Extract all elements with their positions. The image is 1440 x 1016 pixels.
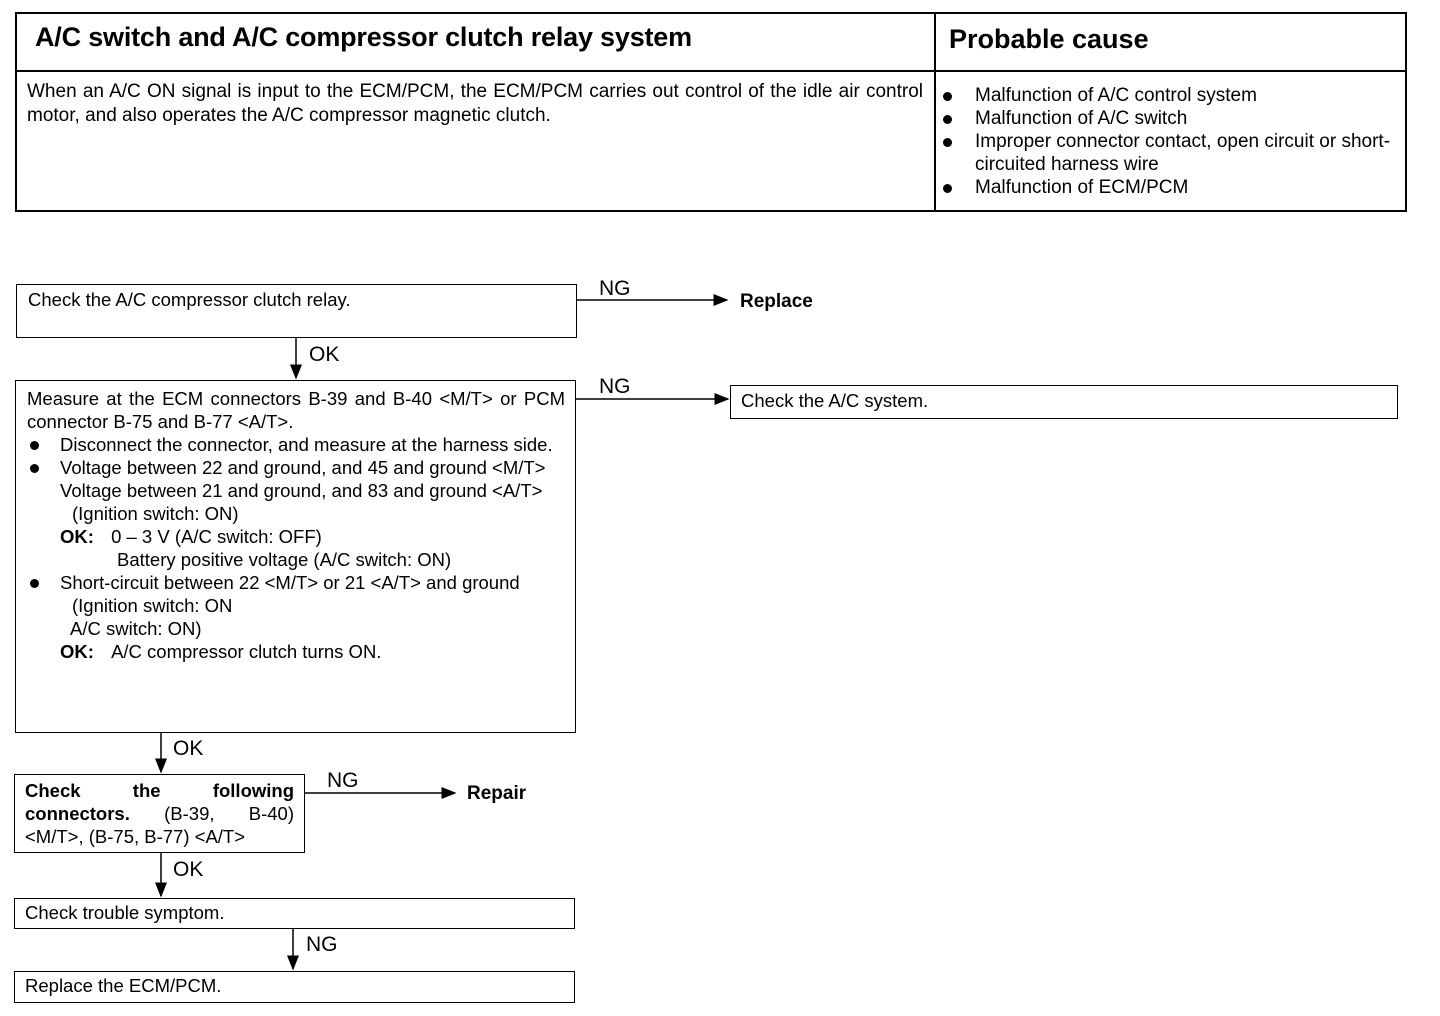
step4-ng-label: NG	[306, 933, 338, 956]
step3-box: Check the following connectors. (B-39, B-40) <M/T>, (B-75, B-77) <A/T>	[14, 774, 305, 853]
list-item: Short-circuit between 22 <M/T> or 21 <A/T> and ground (Ignition switch: ON A/C switch: ON) OK: A/C compressor clutch turns ON.	[27, 571, 565, 663]
bullet-icon	[30, 464, 39, 473]
step3-ng-label: NG	[327, 769, 359, 792]
list-item: Disconnect the connector, and measure at the harness side.	[27, 433, 565, 456]
list-item: Malfunction of A/C switch	[939, 107, 1399, 130]
step2-ng-label: NG	[599, 375, 631, 398]
list-item: Malfunction of ECM/PCM	[939, 176, 1399, 199]
step4-box: Check trouble symptom.	[14, 898, 575, 929]
step5-box: Replace the ECM/PCM.	[14, 971, 575, 1003]
repair-action: Repair	[467, 783, 527, 804]
step2-ok-label: OK	[173, 737, 204, 760]
page-title: A/C switch and A/C compressor clutch relay system	[35, 22, 692, 52]
system-description: When an A/C ON signal is input to the ECM/PCM, the ECM/PCM carries out control of the idle air control motor, and also operates the A/C compressor magnetic clutch.	[27, 81, 923, 126]
list-item: Improper connector contact, open circuit or short-circuited harness wire	[939, 130, 1399, 176]
bullet-icon	[30, 579, 39, 588]
bullet-icon	[30, 441, 39, 450]
check-ac-system-box: Check the A/C system.	[730, 385, 1398, 419]
list-item: Voltage between 22 and ground, and 45 and ground <M/T> Voltage between 21 and ground, and 83 and ground <A/T> (Ignition switch: ON) OK: 0 – 3 V (A/C switch: OFF) Battery positive voltage (A/C switch: ON)	[27, 456, 565, 571]
list-item: Malfunction of A/C control system	[939, 84, 1399, 107]
ok-criteria: OK: A/C compressor clutch turns ON.	[60, 641, 382, 662]
probable-cause-heading: Probable cause	[949, 24, 1149, 54]
step2-box	[15, 380, 576, 733]
ok-criteria: OK: 0 – 3 V (A/C switch: OFF)	[60, 526, 322, 547]
step1-text: Check the A/C compressor clutch relay.	[28, 289, 351, 310]
step2-intro: Measure at the ECM connectors B-39 and B-40 <M/T> or PCM connector B-75 and B-77 <A/T>.	[27, 388, 565, 432]
step1-box	[16, 284, 577, 338]
step3-ok-label: OK	[173, 858, 204, 881]
step1-ok-label: OK	[309, 343, 340, 366]
replace-action: Replace	[740, 291, 813, 312]
step1-ng-label: NG	[599, 277, 631, 300]
